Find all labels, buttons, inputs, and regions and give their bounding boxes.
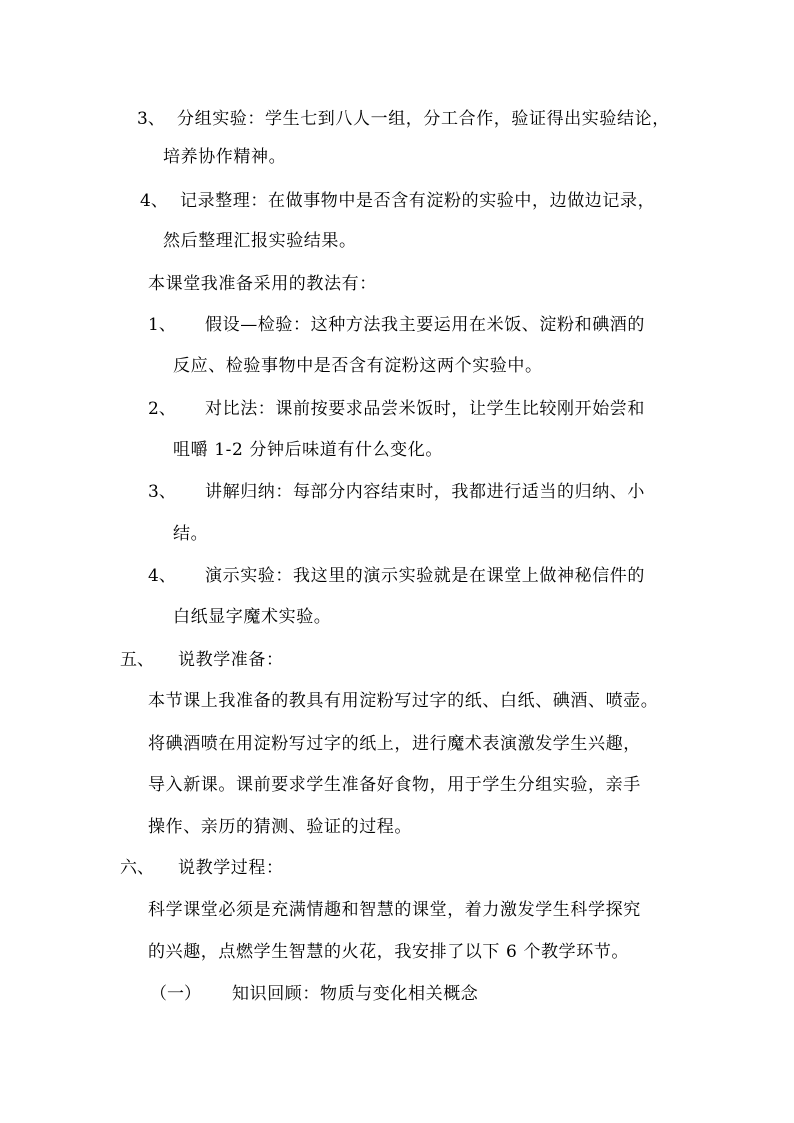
- section-5-line-1: 本节课上我准备的教具有用淀粉写过字的纸、白纸、碘酒、喷壶。: [148, 691, 659, 711]
- item-4-number: 4、: [140, 191, 168, 211]
- method-3-line-1: 讲解归纳：每部分内容结束时，我都进行适当的归纳、小: [205, 482, 645, 502]
- method-1-line-2: 反应、检验事物中是否含有淀粉这两个实验中。: [173, 356, 543, 376]
- item-4-line-1: 记录整理：在做事物中是否含有淀粉的实验中，边做边记录，: [180, 191, 656, 211]
- method-2-number: 2、: [148, 399, 176, 419]
- item-3-line-1: 分组实验：学生七到八人一组，分工合作，验证得出实验结论，: [177, 109, 670, 129]
- method-2-line-2: 咀嚼 1-2 分钟后味道有什么变化。: [173, 440, 443, 460]
- methods-intro: 本课堂我准备采用的教法有：: [148, 274, 377, 294]
- item-4-line-2: 然后整理汇报实验结果。: [163, 231, 357, 251]
- method-3-line-2: 结。: [173, 524, 209, 544]
- method-1-line-1: 假设—检验：这种方法我主要运用在米饭、淀粉和碘酒的: [205, 315, 645, 335]
- item-3-number: 3、: [137, 109, 165, 129]
- method-3-number: 3、: [148, 482, 176, 502]
- section-5-title: 说教学准备：: [178, 650, 284, 670]
- method-2-line-1: 对比法：课前按要求品尝米饭时，让学生比较刚开始尝和: [205, 399, 645, 419]
- section-6-title: 说教学过程：: [178, 858, 284, 878]
- method-4-number: 4、: [148, 566, 176, 586]
- method-1-number: 1、: [148, 315, 176, 335]
- subsection-1-number: （一）: [150, 984, 201, 1004]
- section-5-number: 五、: [120, 650, 154, 670]
- method-4-line-1: 演示实验：我这里的演示实验就是在课堂上做神秘信件的: [205, 566, 645, 586]
- section-6-number: 六、: [120, 858, 154, 878]
- section-5-line-4: 操作、亲历的猜测、验证的过程。: [148, 817, 412, 837]
- item-3-line-2: 培养协作精神。: [163, 147, 287, 167]
- section-6-line-1: 科学课堂必须是充满情趣和智慧的课堂，着力激发学生科学探究: [148, 900, 641, 920]
- subsection-1-title: 知识回顾：物质与变化相关概念: [232, 984, 479, 1004]
- section-5-line-3: 导入新课。课前要求学生准备好食物，用于学生分组实验，亲手: [148, 775, 641, 795]
- section-6-line-2: 的兴趣，点燃学生智慧的火花，我安排了以下 6 个教学环节。: [148, 942, 630, 962]
- section-5-line-2: 将碘酒喷在用淀粉写过字的纸上，进行魔术表演激发学生兴趣，: [148, 734, 641, 754]
- method-4-line-2: 白纸显字魔术实验。: [173, 607, 332, 627]
